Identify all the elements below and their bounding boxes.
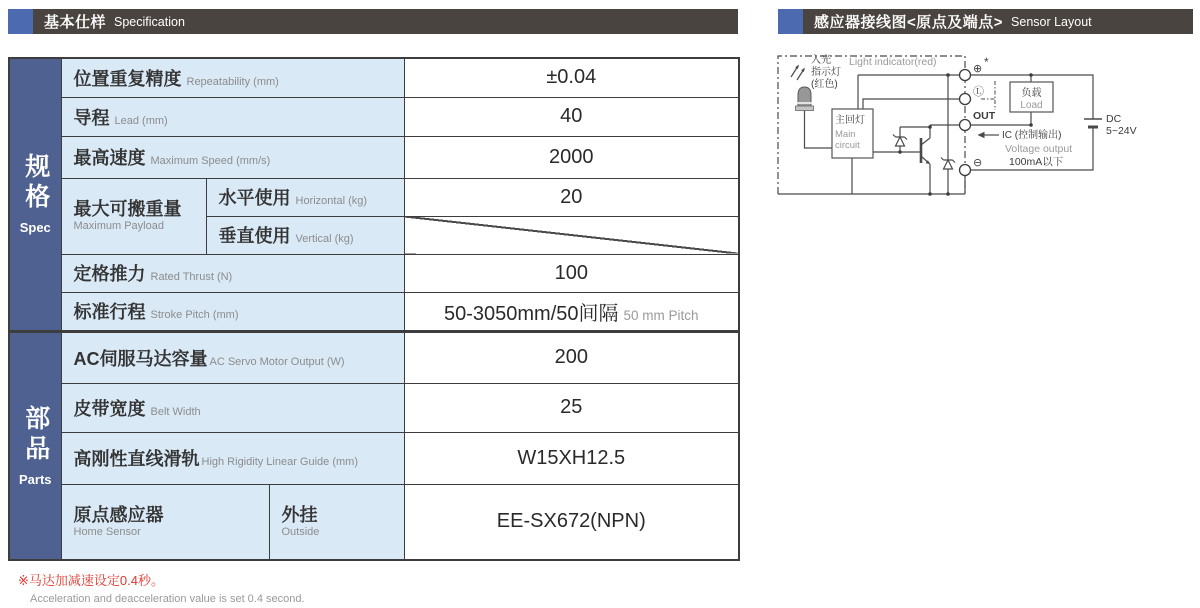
- label-cn: 定格推力: [73, 264, 146, 284]
- label-rated-thrust: [61, 254, 404, 292]
- label-en: Lead (mm): [114, 114, 168, 127]
- accent-square-icon: [8, 9, 33, 34]
- battery-symbol: [1084, 119, 1102, 127]
- label-en: Horizontal (kg): [295, 195, 368, 207]
- footnote: [18, 570, 305, 605]
- group-spec-en: Spec: [19, 220, 51, 236]
- table-row: [9, 178, 739, 216]
- footnote-cn: ※马达加减速设定0.4秒。: [18, 573, 164, 588]
- label-en: High Rigidity Linear Guide (mm): [201, 456, 358, 468]
- label-vertical: [206, 216, 404, 254]
- minus-terminal-icon: ⊖: [973, 157, 983, 169]
- led-indicator-icon: [796, 87, 814, 111]
- label-en: Belt Width: [150, 405, 201, 418]
- label-en: Repeatability (mm): [186, 75, 279, 88]
- label-max-speed: [61, 136, 404, 178]
- label-en: Stroke Pitch (mm): [150, 309, 239, 321]
- current-limit-label: 100mA以下: [1009, 156, 1064, 168]
- value-home-sensor: EE-SX672(NPN): [404, 484, 739, 560]
- group-spec-cn: 规格: [21, 153, 50, 214]
- dc-label: DC: [1106, 113, 1122, 125]
- label-cn: 外挂: [281, 504, 318, 525]
- sensor-wiring-diagram: [775, 48, 1200, 200]
- load-label-en: Load: [1020, 100, 1043, 111]
- label-cn: 皮带宽度: [73, 398, 146, 419]
- label-cn: 位置重复精度: [73, 68, 182, 89]
- group-header-spec: [9, 58, 61, 331]
- terminal-circles: [960, 70, 971, 176]
- label-home-sensor: [61, 484, 269, 560]
- specification-header-bar: [8, 9, 738, 34]
- table-row: [9, 432, 739, 484]
- label-cn: AC伺服马达容量: [73, 348, 208, 369]
- zener-diode-icon: [941, 158, 955, 170]
- label-en: Rated Thrust (N): [150, 271, 233, 283]
- specification-table: [8, 57, 740, 561]
- sensor-layout-header-bar: [778, 9, 1193, 34]
- label-en: Outside: [281, 526, 320, 539]
- label-linear-guide: [61, 432, 404, 484]
- label-belt-width: [61, 383, 404, 432]
- label-en: Home Sensor: [73, 526, 141, 539]
- incident-light-label-l1: 入光: [811, 55, 831, 66]
- label-stroke-pitch: [61, 292, 404, 331]
- sensor-layout-title-en: Sensor Layout: [1011, 14, 1092, 29]
- stroke-pitch-sub: 50 mm Pitch: [623, 307, 699, 323]
- value-max-speed: 2000: [404, 136, 739, 178]
- light-indicator-label: Light indicator(red): [849, 56, 937, 68]
- accent-square-icon: [778, 9, 803, 34]
- label-lead: [61, 97, 404, 136]
- value-repeatability: ±0.04: [404, 58, 739, 97]
- table-row: [9, 97, 739, 136]
- label-cn: 标准行程: [73, 302, 146, 322]
- label-ac-servo: [61, 331, 404, 383]
- group-parts-cn: 部品: [21, 404, 50, 465]
- label-cn: 最高速度: [73, 148, 146, 168]
- label-repeatability: [61, 58, 404, 97]
- value-rated-thrust: 100: [404, 254, 739, 292]
- value-belt-width: 25: [404, 383, 739, 432]
- incident-light-label-l3: (红色): [811, 79, 838, 90]
- label-outside: [269, 484, 404, 560]
- voltage-output-label: Voltage output: [1005, 143, 1073, 155]
- label-cn: 垂直使用: [218, 226, 291, 246]
- value-stroke-pitch: [404, 292, 739, 331]
- label-cn: 水平使用: [218, 188, 291, 208]
- ic-control-output-label: IC (控制输出): [1002, 130, 1062, 141]
- value-ac-servo: 200: [404, 331, 739, 383]
- light-terminal-icon: Ⓛ: [973, 86, 984, 98]
- load-label-cn: 负载: [1021, 88, 1042, 99]
- footnote-en: Acceleration and deacceleration value is set 0.4 second.: [30, 593, 305, 605]
- label-en: Maximum Speed (mm/s): [150, 155, 271, 167]
- label-cn: 原点感应器: [73, 504, 164, 525]
- value-vertical-na-diagonal: [404, 216, 739, 254]
- specification-title-en: Specification: [114, 14, 185, 29]
- value-lead: 40: [404, 97, 739, 136]
- stroke-pitch-main: 50-3050mm/50间隔: [443, 302, 619, 325]
- label-en: Maximum Payload: [73, 220, 164, 233]
- out-terminal-label: OUT: [973, 110, 996, 122]
- group-header-parts: [9, 331, 61, 560]
- zener-diode-icon: [893, 127, 907, 152]
- specification-title-cn: 基本仕样: [44, 14, 107, 31]
- sensor-layout-header-text: [803, 9, 1193, 34]
- label-en: AC Servo Motor Output (W): [209, 355, 345, 368]
- main-circuit-label-en1: Main: [835, 129, 856, 140]
- table-row: [9, 331, 739, 383]
- label-horizontal: [206, 178, 404, 216]
- table-row: [9, 484, 739, 560]
- table-row: [9, 136, 739, 178]
- main-circuit-label-cn: 主回灯: [835, 115, 865, 126]
- sensor-layout-title-cn: 感应器接线图<原点及端点>: [814, 14, 1004, 31]
- table-row: [9, 254, 739, 292]
- main-circuit-label-en2: circuit: [835, 140, 860, 151]
- table-row: [9, 58, 739, 97]
- value-linear-guide: W15XH12.5: [404, 432, 739, 484]
- dc-range-label: 5~24V: [1106, 125, 1137, 137]
- incident-light-label-l2: 指示灯: [811, 67, 841, 78]
- label-cn: 最大可搬重量: [73, 198, 182, 219]
- value-horizontal: 20: [404, 178, 739, 216]
- ic-arrow-icon: [978, 132, 985, 138]
- table-row: [9, 383, 739, 432]
- label-cn: 导程: [73, 107, 110, 128]
- label-max-payload: [61, 178, 206, 254]
- plus-terminal-icon: ⊕: [973, 63, 983, 75]
- specification-header-text: [33, 9, 738, 34]
- group-parts-en: Parts: [18, 471, 52, 487]
- label-cn: 高刚性直线滑轨: [73, 449, 200, 469]
- table-row: [9, 292, 739, 331]
- label-en: Vertical (kg): [295, 233, 354, 245]
- incident-light-arrows-icon: [791, 65, 805, 81]
- asterisk-mark: *: [984, 55, 989, 69]
